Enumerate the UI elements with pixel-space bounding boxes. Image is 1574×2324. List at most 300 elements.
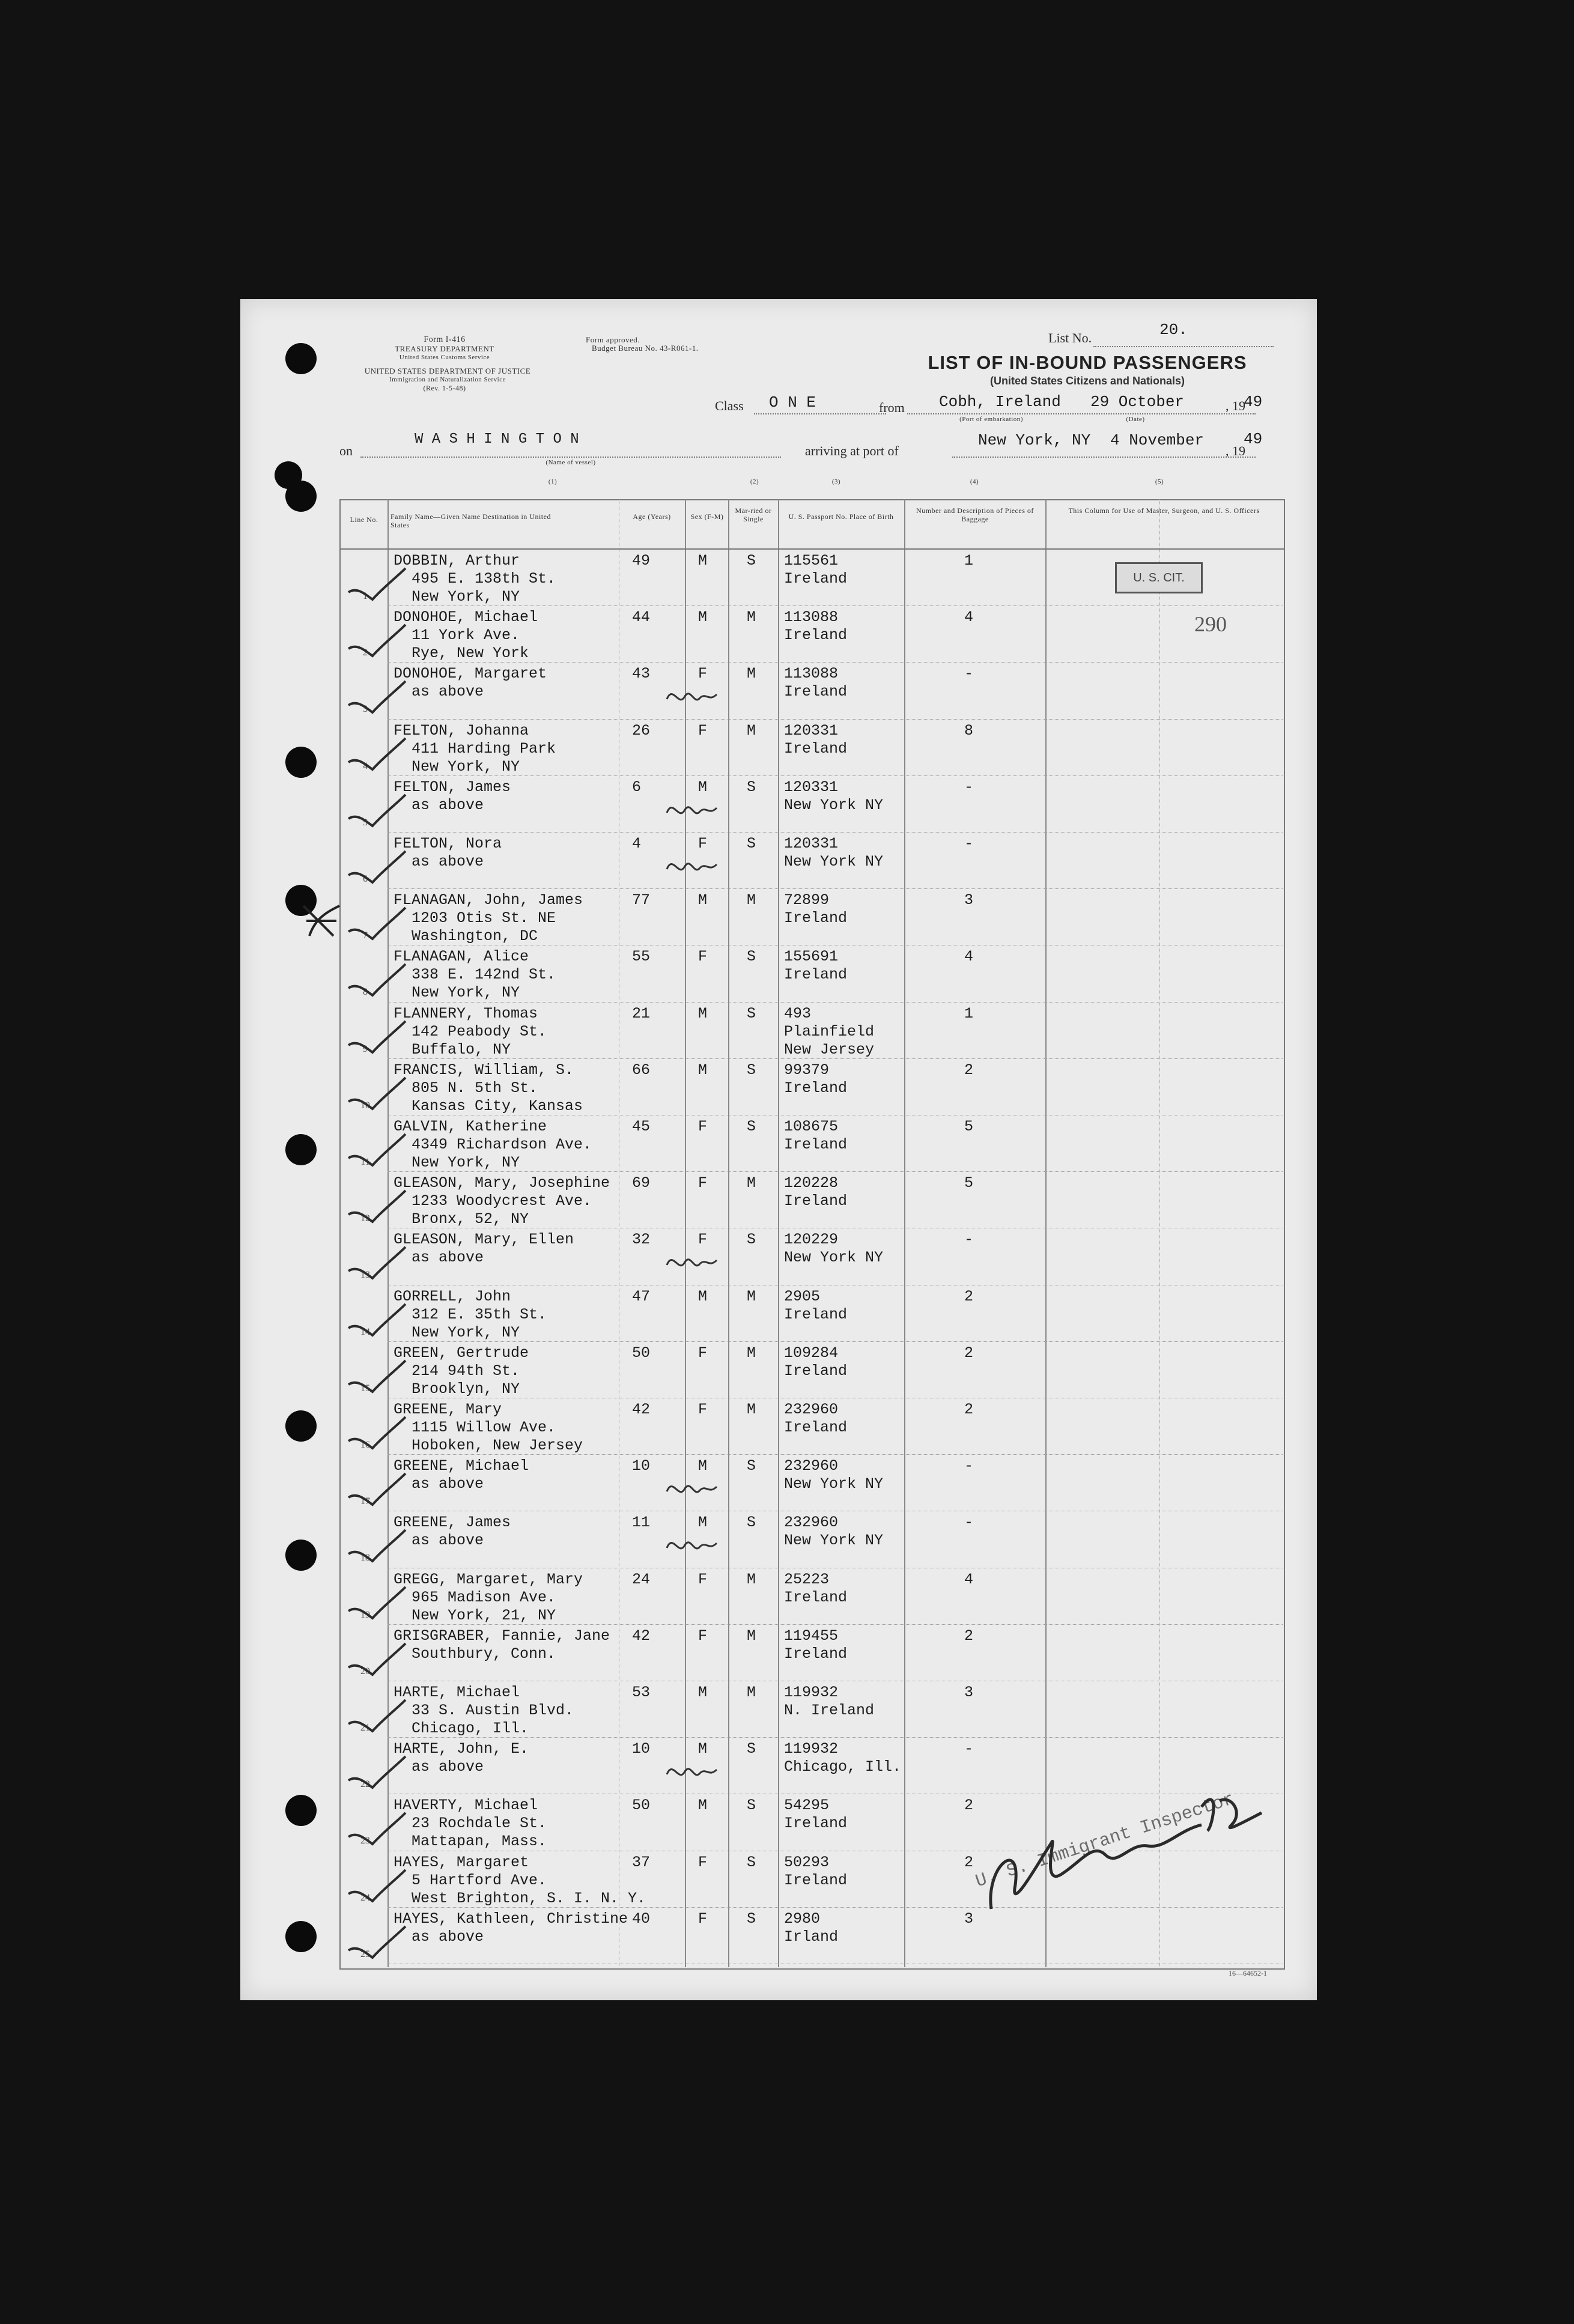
passenger-sex: M bbox=[698, 1061, 708, 1079]
col-divider bbox=[685, 499, 686, 1967]
check-mark bbox=[342, 1807, 409, 1855]
relation-scribble bbox=[664, 851, 718, 881]
marital-status: S bbox=[747, 1118, 756, 1135]
place-of-birth: New York NY bbox=[784, 1249, 884, 1267]
baggage-count: 2 bbox=[964, 1287, 974, 1305]
passenger-name: HAYES, Kathleen, Christine bbox=[394, 1910, 628, 1928]
marital-status: S bbox=[747, 1797, 756, 1815]
list-no-label: List No. bbox=[1048, 330, 1092, 345]
destination-line-1: as above bbox=[412, 1532, 484, 1550]
arriving-label: arriving at port of bbox=[805, 443, 899, 458]
check-mark bbox=[342, 845, 409, 893]
destination-line-2: Rye, New York bbox=[412, 645, 529, 663]
passenger-sex: F bbox=[698, 665, 708, 683]
check-mark bbox=[342, 1694, 409, 1742]
destination-line-1: as above bbox=[412, 1475, 484, 1493]
destination-line-1: 11 York Ave. bbox=[412, 627, 520, 645]
passenger-age: 11 bbox=[632, 1514, 651, 1532]
passenger-name: FLANNERY, Thomas bbox=[394, 1004, 538, 1022]
line-number: 21 bbox=[360, 1723, 370, 1733]
colnum-1: (1) bbox=[548, 478, 558, 485]
marital-status: S bbox=[747, 1910, 756, 1928]
relation-scribble bbox=[664, 795, 718, 825]
place-of-birth: Plainfield bbox=[784, 1022, 875, 1040]
passenger-name: FELTON, James bbox=[394, 778, 511, 796]
row-separator bbox=[387, 775, 1283, 776]
check-mark bbox=[342, 1581, 409, 1629]
row-separator bbox=[387, 1341, 1283, 1342]
destination-line-1: as above bbox=[412, 1249, 484, 1267]
passenger-name: GRISGRABER, Fannie, Jane bbox=[394, 1627, 610, 1645]
check-mark bbox=[342, 1015, 409, 1063]
passenger-age: 37 bbox=[632, 1853, 651, 1871]
line-number: 4 bbox=[363, 760, 368, 771]
punch-hole bbox=[285, 1921, 317, 1952]
destination-line-2: Buffalo, NY bbox=[412, 1040, 511, 1058]
passenger-age: 49 bbox=[632, 552, 651, 569]
baggage-count: 2 bbox=[964, 1797, 974, 1815]
marital-status: M bbox=[747, 1401, 756, 1418]
line-number: 3 bbox=[363, 704, 368, 715]
passenger-name: GREENE, James bbox=[394, 1514, 511, 1532]
place-of-birth: Ireland bbox=[784, 627, 848, 645]
baggage-count: 2 bbox=[964, 1401, 974, 1418]
line-number: 13 bbox=[360, 1270, 370, 1281]
check-mark bbox=[342, 1072, 409, 1120]
line-number: 1 bbox=[363, 591, 368, 601]
officer-number: 290 bbox=[1194, 612, 1227, 636]
place-of-birth: Ireland bbox=[784, 570, 848, 587]
form-subtitle: (United States Citizens and Nationals) bbox=[989, 375, 1185, 387]
passport-number: 155691 bbox=[784, 948, 839, 966]
arrival-underline bbox=[952, 457, 1256, 458]
row-separator bbox=[387, 719, 1283, 720]
header-age: Age (Years) bbox=[633, 512, 671, 521]
passport-number: 99379 bbox=[784, 1061, 830, 1079]
header-name: Family Name—Given Name Destination in United States bbox=[390, 512, 551, 529]
marital-status: M bbox=[747, 1344, 756, 1362]
passenger-name: FELTON, Johanna bbox=[394, 721, 529, 739]
destination-line-2: Brooklyn, NY bbox=[412, 1380, 520, 1398]
place-of-birth: New York NY bbox=[784, 796, 884, 814]
destination-line-1: 5 Hartford Ave. bbox=[412, 1871, 547, 1889]
destination-line-2: Washington, DC bbox=[412, 927, 538, 945]
arrival-date: 4 November bbox=[1110, 431, 1205, 449]
punch-hole bbox=[285, 747, 317, 778]
passenger-name: HARTE, Michael bbox=[394, 1684, 520, 1701]
row-separator bbox=[387, 605, 1283, 606]
place-of-birth: New York NY bbox=[784, 853, 884, 870]
place-of-birth: Ireland bbox=[784, 1588, 848, 1606]
destination-line-1: 33 S. Austin Blvd. bbox=[412, 1702, 574, 1719]
row-separator bbox=[387, 1002, 1283, 1003]
passenger-sex: M bbox=[698, 1684, 708, 1701]
passenger-age: 69 bbox=[632, 1174, 651, 1192]
baggage-count: 2 bbox=[964, 1627, 974, 1645]
line-number: 5 bbox=[363, 817, 368, 828]
punch-hole bbox=[285, 1410, 317, 1442]
passport-number: 120228 bbox=[784, 1174, 839, 1192]
colnum-4: (4) bbox=[970, 478, 979, 485]
destination-line-1: as above bbox=[412, 796, 484, 814]
line-number: 22 bbox=[360, 1779, 370, 1790]
check-mark bbox=[342, 675, 409, 723]
vessel-name: W A S H I N G T O N bbox=[415, 431, 579, 448]
passport-number: 109284 bbox=[784, 1344, 839, 1362]
passport-number: 120331 bbox=[784, 835, 839, 852]
passport-number: 113088 bbox=[784, 665, 839, 683]
passenger-age: 40 bbox=[632, 1910, 651, 1928]
port-embarkation-caption: (Port of embarkation) bbox=[959, 416, 1023, 423]
passenger-age: 53 bbox=[632, 1684, 651, 1701]
passenger-name: GORRELL, John bbox=[394, 1287, 511, 1305]
passenger-age: 77 bbox=[632, 891, 651, 909]
marital-status: S bbox=[747, 1740, 756, 1758]
passenger-sex: F bbox=[698, 1344, 708, 1362]
passport-number: 54295 bbox=[784, 1797, 830, 1815]
passenger-sex: M bbox=[698, 1514, 708, 1532]
baggage-count: 3 bbox=[964, 1684, 974, 1701]
passenger-name: DOBBIN, Arthur bbox=[394, 552, 520, 569]
line-number: 11 bbox=[360, 1157, 370, 1167]
row-separator bbox=[387, 1171, 1283, 1172]
check-mark bbox=[342, 562, 409, 610]
passport-number: 120331 bbox=[784, 778, 839, 796]
header-passport: U. S. Passport No. Place of Birth bbox=[788, 512, 894, 521]
check-mark bbox=[342, 1241, 409, 1289]
passenger-sex: F bbox=[698, 1118, 708, 1135]
line-number: 16 bbox=[360, 1440, 370, 1450]
line-number: 2 bbox=[363, 648, 368, 658]
ins-service: Immigration and Naturalization Service bbox=[389, 376, 506, 383]
place-of-birth: Ireland bbox=[784, 739, 848, 757]
passport-number: 119932 bbox=[784, 1684, 839, 1701]
passenger-age: 26 bbox=[632, 721, 651, 739]
justice-dept: UNITED STATES DEPARTMENT OF JUSTICE bbox=[364, 366, 531, 375]
passport-number: 232960 bbox=[784, 1457, 839, 1475]
baggage-count: - bbox=[964, 665, 974, 683]
embarkation-port: Cobh, Ireland bbox=[939, 393, 1061, 411]
passenger-sex: F bbox=[698, 1570, 708, 1588]
passenger-age: 45 bbox=[632, 1118, 651, 1135]
col-divider bbox=[1159, 499, 1160, 1967]
passenger-name: GREGG, Margaret, Mary bbox=[394, 1570, 583, 1588]
vessel-underline bbox=[360, 457, 781, 458]
baggage-count: 4 bbox=[964, 608, 974, 627]
line-number: 9 bbox=[363, 1043, 368, 1054]
passport-number: 119932 bbox=[784, 1740, 839, 1758]
passenger-age: 55 bbox=[632, 948, 651, 966]
destination-line-2: Mattapan, Mass. bbox=[412, 1833, 547, 1851]
line-number: 25 bbox=[360, 1949, 370, 1959]
marital-status: M bbox=[747, 1287, 756, 1305]
passenger-age: 10 bbox=[632, 1457, 651, 1475]
baggage-count: 2 bbox=[964, 1853, 974, 1871]
marital-status: S bbox=[747, 1853, 756, 1871]
passenger-name: GREEN, Gertrude bbox=[394, 1344, 529, 1362]
passenger-sex: M bbox=[698, 1457, 708, 1475]
passenger-sex: M bbox=[698, 891, 708, 909]
destination-line-1: as above bbox=[412, 853, 484, 870]
passenger-manifest-page bbox=[240, 299, 1317, 2000]
marital-status: M bbox=[747, 1570, 756, 1588]
place-of-birth: Ireland bbox=[784, 1305, 848, 1323]
destination-line-2: Bronx, 52, NY bbox=[412, 1210, 529, 1228]
marital-status: M bbox=[747, 1627, 756, 1645]
line-number: 12 bbox=[360, 1213, 370, 1224]
destination-line-1: 965 Madison Ave. bbox=[412, 1588, 556, 1606]
check-mark bbox=[342, 619, 409, 667]
destination-line-1: 1233 Woodycrest Ave. bbox=[412, 1192, 592, 1210]
passenger-sex: M bbox=[698, 1797, 708, 1815]
baggage-count: - bbox=[964, 835, 974, 852]
relation-scribble bbox=[664, 681, 718, 711]
passport-number: 120331 bbox=[784, 721, 839, 739]
destination-line-2: New York, NY bbox=[412, 984, 520, 1002]
baggage-count: 3 bbox=[964, 1910, 974, 1928]
colnum-2: (2) bbox=[750, 478, 759, 485]
customs-service: United States Customs Service bbox=[399, 354, 490, 361]
destination-line-2: New York, NY bbox=[412, 757, 520, 775]
marital-status: M bbox=[747, 721, 756, 739]
revision: (Rev. 1-5-48) bbox=[423, 384, 466, 392]
check-mark bbox=[342, 1355, 409, 1403]
baggage-count: 5 bbox=[964, 1118, 974, 1135]
passenger-age: 43 bbox=[632, 665, 651, 683]
line-number: 8 bbox=[363, 987, 368, 998]
place-of-birth: Ireland bbox=[784, 1871, 848, 1889]
on-label: on bbox=[339, 443, 353, 458]
marital-status: M bbox=[747, 608, 756, 627]
col-divider bbox=[778, 499, 779, 1967]
place-of-birth-2: New Jersey bbox=[784, 1040, 875, 1058]
passenger-name: GREENE, Mary bbox=[394, 1401, 502, 1418]
row-separator bbox=[387, 888, 1283, 889]
destination-line-2: Kansas City, Kansas bbox=[412, 1097, 583, 1115]
passenger-age: 32 bbox=[632, 1231, 651, 1249]
header-married: Mar-ried or Single bbox=[735, 506, 772, 523]
destination-line-2: Hoboken, New Jersey bbox=[412, 1437, 583, 1454]
destination-line-1: 23 Rochdale St. bbox=[412, 1815, 547, 1833]
colnum-5: (5) bbox=[1155, 478, 1164, 485]
header-line-no: Line No. bbox=[350, 515, 378, 524]
header-officers: This Column for Use of Master, Surgeon, and U. S. Officers bbox=[1068, 506, 1260, 515]
line-number: 7 bbox=[363, 930, 368, 941]
margin-annotation bbox=[297, 894, 345, 948]
inspector-signature bbox=[949, 1771, 1286, 1927]
baggage-count: 4 bbox=[964, 1570, 974, 1588]
baggage-count: 1 bbox=[964, 552, 974, 569]
destination-line-1: 142 Peabody St. bbox=[412, 1022, 547, 1040]
check-mark bbox=[342, 1298, 409, 1346]
passport-number: 2905 bbox=[784, 1287, 821, 1305]
passenger-age: 24 bbox=[632, 1570, 651, 1588]
baggage-count: - bbox=[964, 1457, 974, 1475]
line-number: 19 bbox=[360, 1609, 370, 1620]
marital-status: S bbox=[747, 1231, 756, 1249]
line-number: 18 bbox=[360, 1553, 370, 1564]
check-mark bbox=[342, 1524, 409, 1572]
relation-scribble bbox=[664, 1756, 718, 1786]
passenger-age: 44 bbox=[632, 608, 651, 627]
passenger-sex: F bbox=[698, 1174, 708, 1192]
passenger-sex: F bbox=[698, 1627, 708, 1645]
baggage-count: - bbox=[964, 1740, 974, 1758]
from-label: from bbox=[879, 400, 905, 415]
place-of-birth: Ireland bbox=[784, 1362, 848, 1380]
baggage-count: 3 bbox=[964, 891, 974, 909]
passport-number: 50293 bbox=[784, 1853, 830, 1871]
header-baggage: Number and Description of Pieces of Baggage bbox=[916, 506, 1034, 523]
destination-line-1: 411 Harding Park bbox=[412, 739, 556, 757]
marital-status: M bbox=[747, 891, 756, 909]
list-no-underline bbox=[1093, 346, 1274, 347]
line-number: 15 bbox=[360, 1383, 370, 1394]
place-of-birth: Ireland bbox=[784, 909, 848, 927]
destination-line-2: Chicago, Ill. bbox=[412, 1720, 529, 1737]
baggage-count: - bbox=[964, 778, 974, 796]
line-number: 23 bbox=[360, 1836, 370, 1846]
check-mark bbox=[342, 732, 409, 780]
passenger-name: GLEASON, Mary, Ellen bbox=[394, 1231, 574, 1249]
passenger-age: 42 bbox=[632, 1401, 651, 1418]
header-divider bbox=[339, 548, 1284, 550]
form-number: Form I-416 bbox=[424, 335, 466, 344]
col-divider bbox=[728, 499, 729, 1967]
destination-line-1: 338 E. 142nd St. bbox=[412, 966, 556, 984]
destination-line-2: New York, NY bbox=[412, 1154, 520, 1171]
check-mark bbox=[342, 1750, 409, 1798]
header-sex: Sex (F-M) bbox=[690, 512, 724, 521]
class-value: O N E bbox=[769, 393, 816, 411]
passenger-name: FRANCIS, William, S. bbox=[394, 1061, 574, 1079]
baggage-count: 5 bbox=[964, 1174, 974, 1192]
destination-line-1: 312 E. 35th St. bbox=[412, 1305, 547, 1323]
baggage-count: - bbox=[964, 1514, 974, 1532]
form-title: LIST OF IN-BOUND PASSENGERS bbox=[928, 352, 1247, 373]
colnum-3: (3) bbox=[831, 478, 841, 485]
marital-status: S bbox=[747, 835, 756, 852]
relation-scribble bbox=[664, 1473, 718, 1503]
check-mark bbox=[342, 1637, 409, 1685]
destination-line-1: 4349 Richardson Ave. bbox=[412, 1136, 592, 1153]
passport-number: 108675 bbox=[784, 1118, 839, 1135]
destination-line-1: Southbury, Conn. bbox=[412, 1645, 556, 1663]
inspector-stamp: U. S. Immigrant Inspector bbox=[973, 1789, 1237, 1893]
destination-line-2: New York, NY bbox=[412, 1323, 520, 1341]
line-number: 17 bbox=[360, 1496, 370, 1507]
passenger-sex: F bbox=[698, 948, 708, 966]
relation-scribble bbox=[664, 1247, 718, 1277]
passenger-age: 50 bbox=[632, 1344, 651, 1362]
relation-scribble bbox=[664, 1530, 718, 1560]
place-of-birth: Ireland bbox=[784, 1645, 848, 1663]
check-mark bbox=[342, 1411, 409, 1459]
destination-line-1: as above bbox=[412, 1928, 484, 1946]
passenger-name: HARTE, John, E. bbox=[394, 1740, 529, 1758]
check-mark bbox=[342, 902, 409, 950]
marital-status: S bbox=[747, 1514, 756, 1532]
passenger-age: 66 bbox=[632, 1061, 651, 1079]
col-divider bbox=[1045, 499, 1047, 1967]
check-mark bbox=[342, 1920, 409, 1968]
passport-number: 72899 bbox=[784, 891, 830, 909]
marital-status: S bbox=[747, 948, 756, 966]
line-number: 6 bbox=[363, 874, 368, 884]
marital-status: S bbox=[747, 778, 756, 796]
passenger-sex: F bbox=[698, 1401, 708, 1418]
embarkation-date: 29 October bbox=[1090, 393, 1185, 411]
place-of-birth: Ireland bbox=[784, 683, 848, 701]
line-number: 14 bbox=[360, 1326, 370, 1337]
place-of-birth: Ireland bbox=[784, 1192, 848, 1210]
list-no-value: 20. bbox=[1159, 321, 1188, 339]
line-number: 24 bbox=[360, 1892, 370, 1903]
passenger-name: GLEASON, Mary, Josephine bbox=[394, 1174, 610, 1192]
destination-line-1: 805 N. 5th St. bbox=[412, 1079, 538, 1097]
baggage-count: 4 bbox=[964, 948, 974, 966]
passenger-sex: F bbox=[698, 1231, 708, 1249]
marital-status: S bbox=[747, 1061, 756, 1079]
punch-hole bbox=[285, 1134, 317, 1165]
passenger-age: 21 bbox=[632, 1004, 651, 1022]
passenger-age: 10 bbox=[632, 1740, 651, 1758]
year-prefix: , 19 bbox=[1226, 398, 1245, 413]
arrival-year-prefix: , 19 bbox=[1226, 443, 1245, 458]
check-mark bbox=[342, 789, 409, 837]
marital-status: M bbox=[747, 1174, 756, 1192]
passenger-age: 4 bbox=[632, 835, 642, 852]
baggage-count: 1 bbox=[964, 1004, 974, 1022]
form-approved: Form approved. bbox=[586, 335, 640, 344]
place-of-birth: New York NY bbox=[784, 1532, 884, 1550]
passenger-age: 47 bbox=[632, 1287, 651, 1305]
passenger-name: HAVERTY, Michael bbox=[394, 1797, 538, 1815]
passenger-sex: M bbox=[698, 552, 708, 569]
punch-hole bbox=[285, 343, 317, 374]
baggage-count: - bbox=[964, 1231, 974, 1249]
check-mark bbox=[342, 1467, 409, 1515]
destination-line-1: 214 94th St. bbox=[412, 1362, 520, 1380]
marital-status: M bbox=[747, 665, 756, 683]
passenger-sex: M bbox=[698, 1004, 708, 1022]
class-label: Class bbox=[715, 398, 744, 413]
baggage-count: 2 bbox=[964, 1344, 974, 1362]
embarkation-year: 49 bbox=[1244, 393, 1263, 411]
passenger-name: FLANAGAN, John, James bbox=[394, 891, 583, 909]
passport-number: 232960 bbox=[784, 1401, 839, 1418]
passenger-name: DONOHOE, Margaret bbox=[394, 665, 547, 683]
col-divider bbox=[904, 499, 905, 1967]
passenger-name: GREENE, Michael bbox=[394, 1457, 529, 1475]
passport-number: 113088 bbox=[784, 608, 839, 627]
passenger-name: HAYES, Margaret bbox=[394, 1853, 529, 1871]
passport-number: 120229 bbox=[784, 1231, 839, 1249]
place-of-birth: Ireland bbox=[784, 1419, 848, 1436]
baggage-count: 2 bbox=[964, 1061, 974, 1079]
passenger-name: DONOHOE, Michael bbox=[394, 608, 538, 627]
destination-line-1: as above bbox=[412, 1758, 484, 1776]
destination-line-2: New York, NY bbox=[412, 588, 520, 605]
place-of-birth: New York NY bbox=[784, 1475, 884, 1493]
passenger-name: FELTON, Nora bbox=[394, 835, 502, 852]
place-of-birth: Chicago, Ill. bbox=[784, 1758, 902, 1776]
form-footer-number: 16—64652-1 bbox=[1229, 1969, 1267, 1977]
punch-hole bbox=[275, 461, 302, 489]
place-of-birth: N. Ireland bbox=[784, 1702, 875, 1719]
class-underline bbox=[754, 413, 886, 414]
marital-status: S bbox=[747, 1457, 756, 1475]
